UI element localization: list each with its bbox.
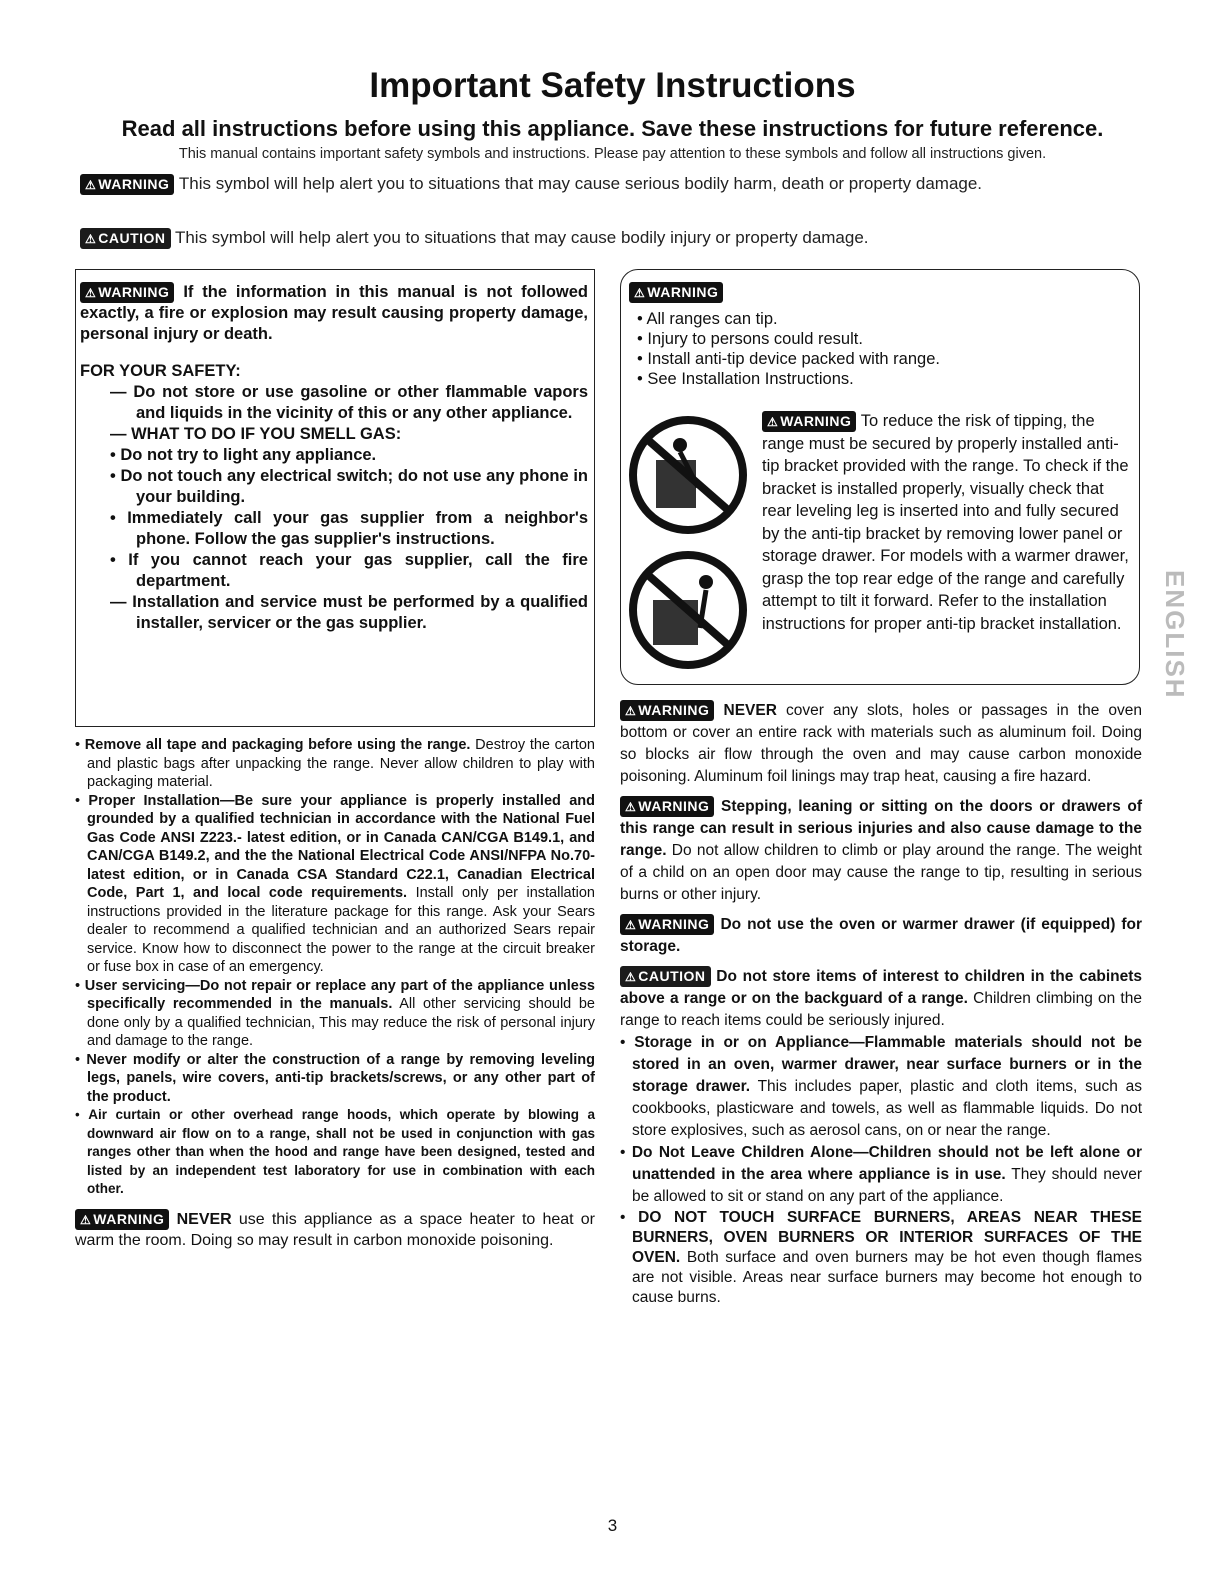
list-item: • Install anti-tip device packed with range. (637, 350, 940, 368)
para-space-heater: ⚠ WARNING NEVER use this appliance as a space heater to heat or warm the room. Doing so may result in carbon monoxide poisoning. (75, 1210, 595, 1249)
safety-item-3: — Installation and service must be performed by a qualified installer, servicer or the gas supplier. (110, 593, 589, 633)
safety-sub-2: • Do not touch any electrical switch; do not use any phone in your building. (110, 467, 588, 507)
caution-symbol-desc: This symbol will help alert you to situations that may cause bodily injury or property damage. (174, 228, 869, 247)
warning-badge: ⚠ WARNING (762, 411, 856, 432)
para-storage-appliance: • Storage in or on Appliance—Flammable materials should not be stored in an oven, warmer drawer, near surface burners or in the storage drawer. This includes paper, plastic and cloth items, such as cookbooks, plasticware and towels, as well as flammable liquids. Do not store explosives, such as aerosol cans, on or near the range. (620, 1034, 1143, 1139)
warning-badge: ⚠ WARNING (620, 796, 714, 817)
warning-triangle-icon: ⚠ (625, 918, 637, 933)
caution-triangle-icon: ⚠ (85, 232, 97, 247)
warning-badge: ⚠ WARNING (620, 914, 714, 935)
warning-triangle-icon: ⚠ (767, 415, 779, 430)
warning-triangle-icon: ⚠ (85, 286, 97, 301)
gas-safety-box (75, 269, 595, 727)
page-title: Important Safety Instructions (369, 66, 856, 105)
warning-triangle-icon: ⚠ (80, 1212, 92, 1227)
warning-badge: ⚠ WARNING (75, 1209, 169, 1230)
warning-badge: ⚠ WARNING (80, 282, 174, 303)
list-item: • Injury to persons could result. (637, 330, 863, 348)
caution-triangle-icon: ⚠ (625, 970, 637, 985)
list-item: • See Installation Instructions. (637, 370, 854, 388)
warning-badge: ⚠ WARNING (620, 700, 714, 721)
warning-triangle-icon: ⚠ (625, 800, 637, 815)
warning-triangle-icon: ⚠ (85, 178, 97, 193)
warning-symbol-desc: This symbol will help alert you to situations that may cause serious bodily harm, death or property damage. (178, 174, 983, 193)
caution-badge: ⚠ CAUTION (620, 966, 711, 987)
list-item: • All ranges can tip. (637, 310, 778, 328)
para-proper-installation: • Proper Installation—Be sure your appliance is properly installed and grounded by a qualified technician in accordance with the National Fuel Gas Code ANSI Z223.- latest edition, or in Canada CAN/CGA B149.1, and CAN/CGA B149.2, and the the National Electrical Code ANSI/NFPA No.70-latest edition, or in Canada CSA Standard C22.1, Canadian Electrical Code, Part 1, and local code requirements. Install only per installation instructions provided in the literature package for this range. Ask your Sears dealer to recommend a qualified technician and an authorized Sears repair service. Know how to disconnect the power to the range at the circuit breaker or fuse box in case of an emergency. (75, 792, 595, 975)
warning-badge: ⚠ WARNING (80, 174, 174, 195)
gas-safety-lead: ⚠ WARNING If the information in this manual is not followed exactly, a fire or explosion may result causing property damage, personal injury or death. (80, 283, 588, 344)
warning-symbol-line (80, 174, 982, 195)
language-side-tab: ENGLISH (1160, 570, 1190, 700)
right-column (620, 700, 1142, 1308)
para-stepping: ⚠ WARNING Stepping, leaning or sitting on the doors or drawers of this range can result in serious injuries and also cause damage to the range. Do not allow children to climb or play around the range. The weight of a child on an open door may cause the range to tip, resulting in serious burns or other injury. (620, 798, 1142, 903)
para-never-cover: ⚠ WARNING NEVER cover any slots, holes or passages in the oven bottom or cover an entire rack with materials such as aluminum foil. Doing so blocks air flow through the oven and may cause carbon monoxide poisoning. Aluminum foil linings may trap heat, causing a fire hazard. (620, 702, 1143, 785)
caution-symbol-line (80, 228, 869, 249)
safety-sub-4: • If you cannot reach your gas supplier, call the fire department. (110, 551, 588, 591)
para-surface-burners: • DO NOT TOUCH SURFACE BURNERS, AREAS NEAR THESE BURNERS, OVEN BURNERS OR INTERIOR SURFACES OF THE OVEN. Both surface and oven burners may be hot even though flames are not visible. Areas near surface burners may become hot enough to cause burns. (620, 1209, 1143, 1306)
warning-triangle-icon: ⚠ (634, 286, 646, 300)
page-number: 3 (607, 1516, 618, 1535)
intro-text: This manual contains important safety symbols and instructions. Please pay attention to these symbols and follow all instructions given. (178, 146, 1047, 162)
safety-item-2: — WHAT TO DO IF YOU SMELL GAS: (110, 425, 402, 444)
warning-triangle-icon: ⚠ (625, 704, 637, 719)
para-user-servicing: • User servicing—Do not repair or replace any part of the appliance unless specifically recommended in the manuals. All other servicing should be done only by a qualified technician, This may reduce the risk of personal injury and damage to the range. (75, 977, 595, 1049)
anti-tip-bullets (629, 309, 1131, 389)
para-children-alone: • Do Not Leave Children Alone—Children should not be left alone or unattended in the area where appliance is in use. They should never be allowed to sit or stand on any part of the appliance. (620, 1144, 1142, 1205)
anti-tip-text: ⚠ WARNING To reduce the risk of tipping, the range must be secured by properly installed anti-tip bracket provided with the range. To check if the bracket is installed properly, visually check that rear leveling leg is inserted into and fully secured by the anti-tip bracket by removing lower panel or storage drawer. For models with a warmer drawer, grasp the top rear edge of the range and carefully attempt to tilt it forward. Refer to the installation instructions for proper anti-tip bracket installation. (762, 412, 1129, 633)
para-air-curtain: • Air curtain or other overhead range hoods, which operate by blowing a downward air flow on to a range, shall not be used in conjunction with gas ranges other than when the hood and range have been designed, tested and listed by an independent test laboratory for use in combination with each other. (75, 1107, 595, 1196)
safety-sub-3: • Immediately call your gas supplier from a neighbor's phone. Follow the gas supplier's instructions. (110, 509, 588, 549)
safety-sub-1: • Do not try to light any appliance. (110, 446, 377, 465)
para-remove-tape: • Remove all tape and packaging before using the range. Destroy the carton and plastic bags after unpacking the range. Never allow children to play with packaging material. (75, 737, 595, 790)
no-climbing-on-range-icon (628, 415, 748, 535)
safety-item-1: — Do not store or use gasoline or other flammable vapors and liquids in the vicinity of this or any other appliance. (110, 383, 589, 423)
warning-badge: ⚠ WARNING (629, 282, 723, 303)
left-column (75, 736, 595, 1251)
no-standing-on-door-icon (628, 550, 748, 670)
para-cabinets: ⚠ CAUTION Do not store items of interest to children in the cabinets above a range or on the backguard of a range. Children climbing on the range to reach items could be seriously injured. (620, 968, 1142, 1029)
page-subtitle: Read all instructions before using this appliance. Save these instructions for future reference. (121, 116, 1104, 141)
para-never-modify: • Never modify or alter the construction of a range by removing leveling legs, panels, wire covers, anti-tip brackets/screws, or any other part of the product. (75, 1051, 595, 1105)
para-storage-oven: ⚠ WARNING Do not use the oven or warmer drawer (if equipped) for storage. (620, 916, 1142, 955)
for-your-safety-heading: FOR YOUR SAFETY: (80, 362, 241, 381)
caution-badge: ⚠ CAUTION (80, 228, 171, 249)
